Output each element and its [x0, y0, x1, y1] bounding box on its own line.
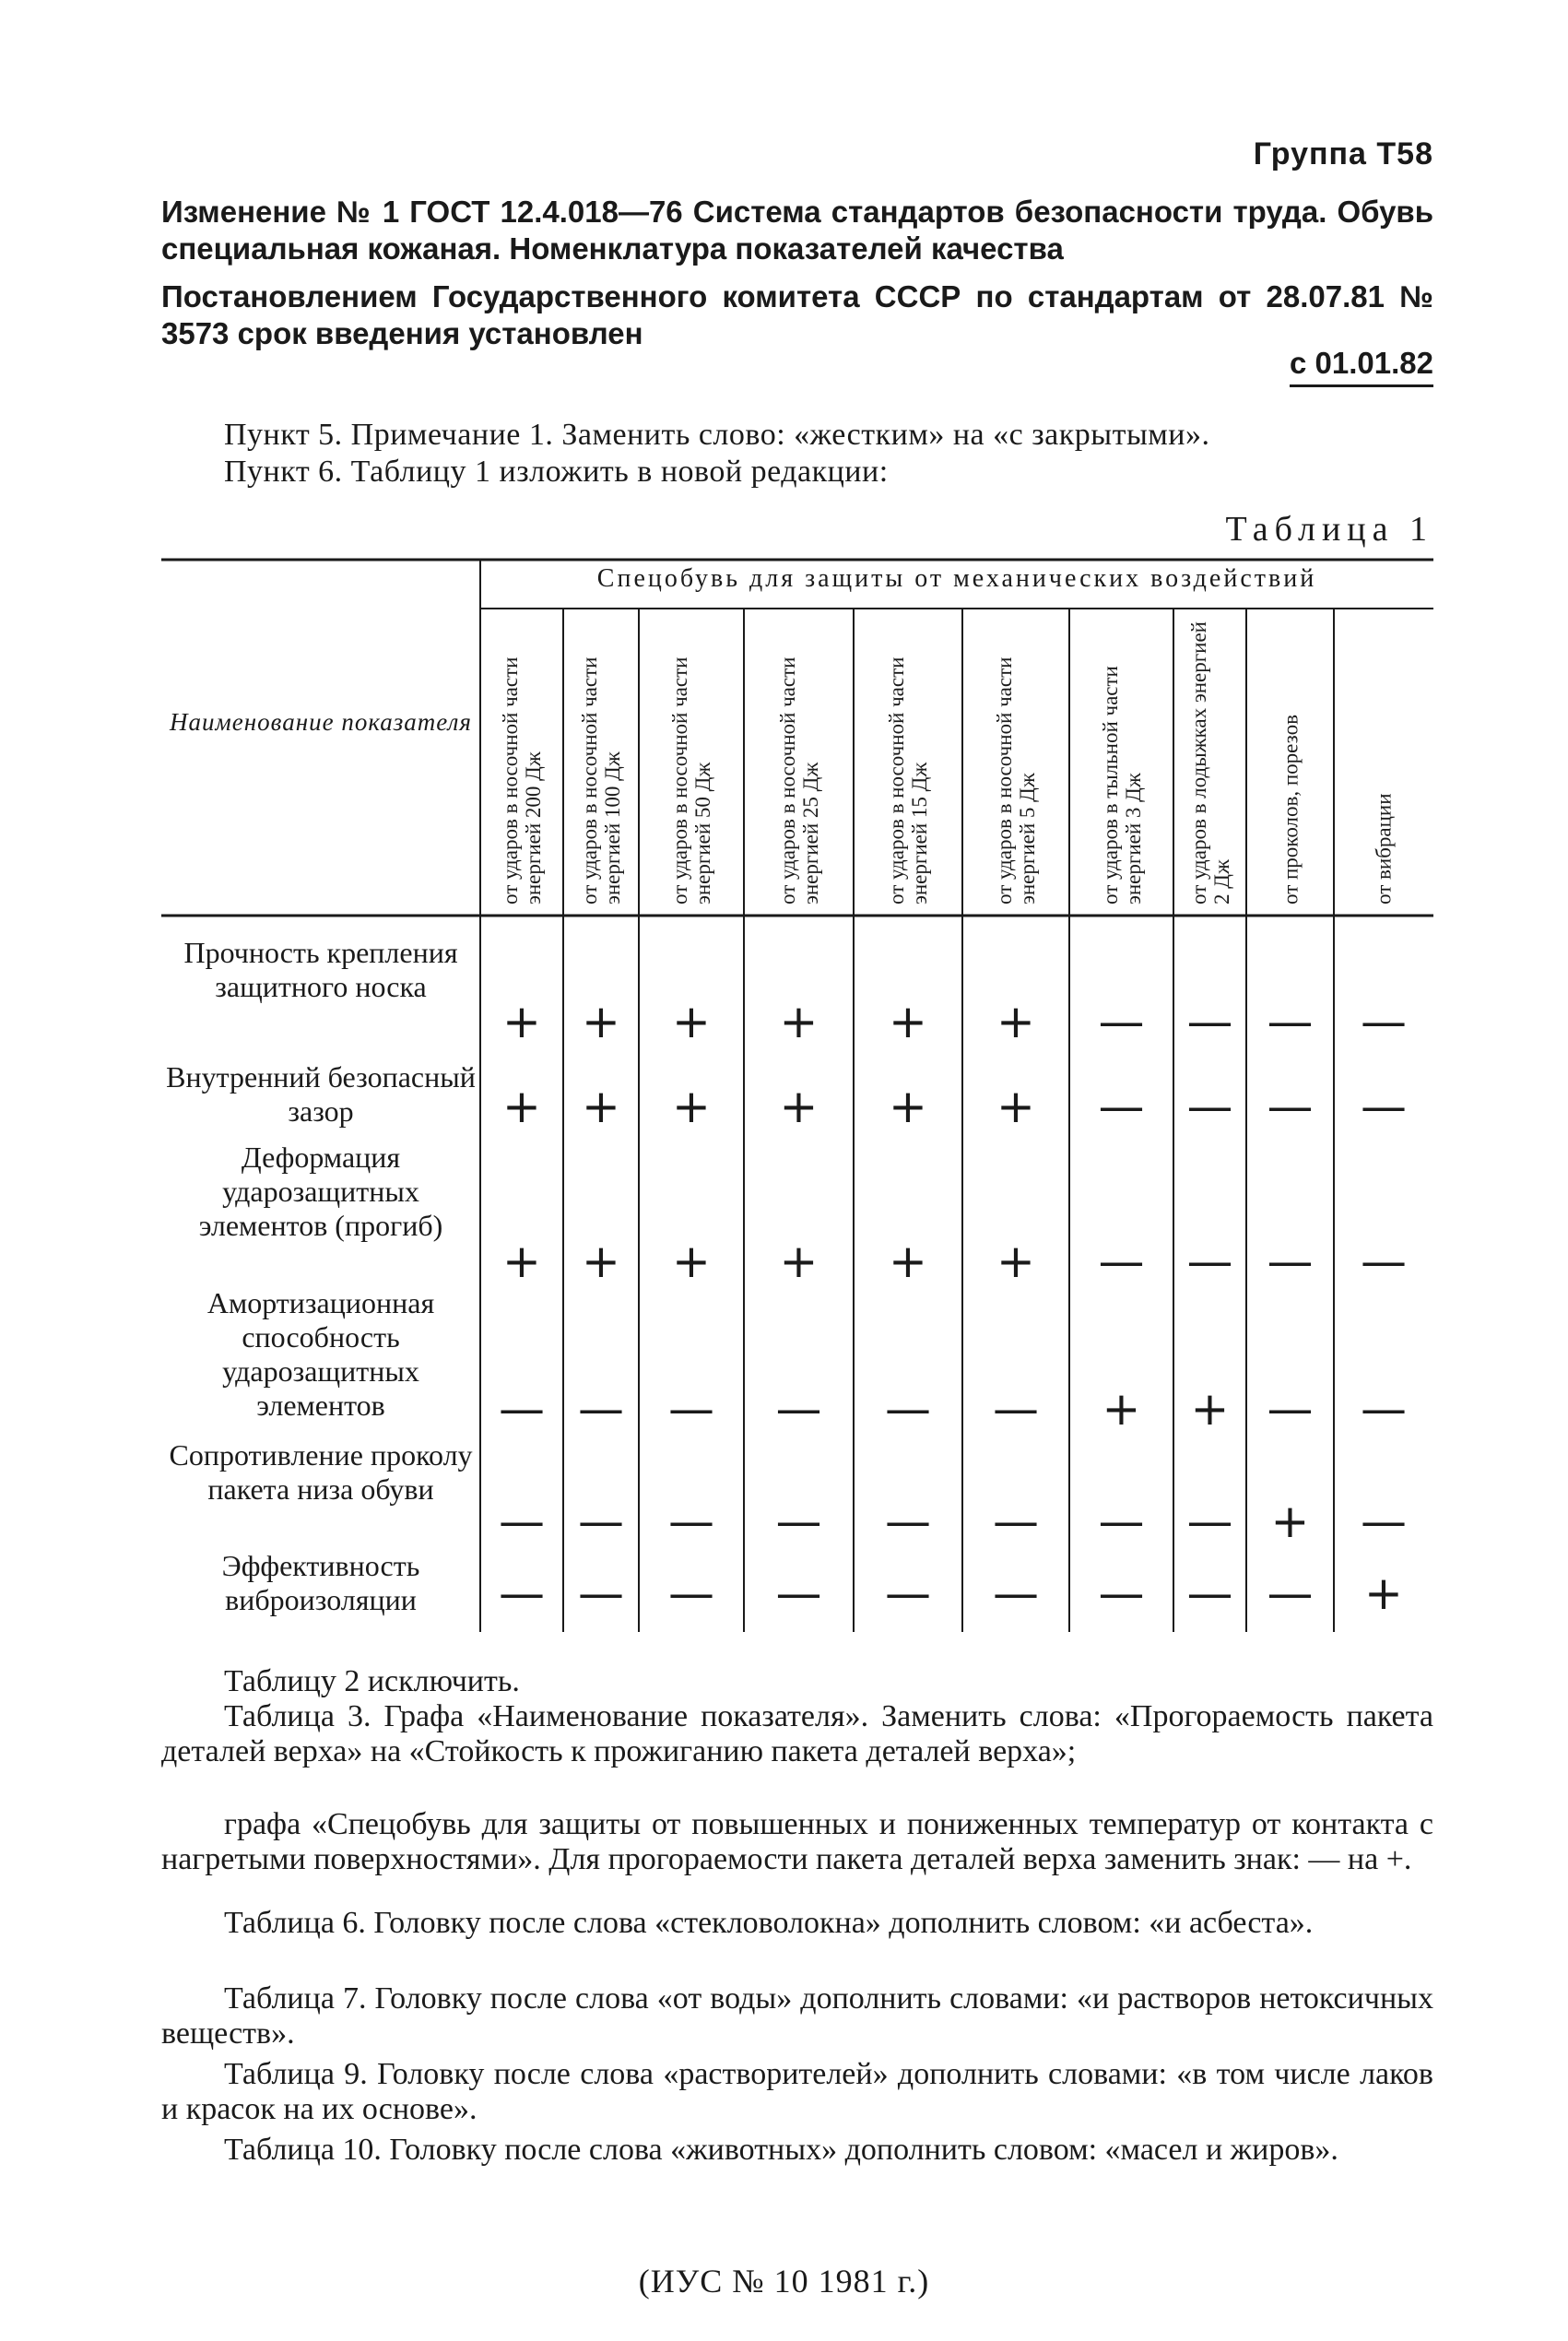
table-cell: —: [668, 1495, 714, 1548]
column-header-label: от ударов в носочной части энергией 5 Дж: [993, 656, 1039, 904]
row-label-vibration-isolation: Эффективность виброизоляции: [221, 1549, 420, 1616]
paragraph-table-10: Таблица 10. Головку после слова «животных» дополнить словом: «масел и жиров».: [224, 2133, 1338, 2167]
table-cell: —: [885, 1495, 931, 1548]
row-label-safety-gap: Внутренний безопасный зазор: [166, 1060, 476, 1128]
table-cell: —: [775, 1382, 822, 1436]
table-cell: —: [1267, 995, 1314, 1048]
table-cell: —: [578, 1495, 624, 1548]
paragraph-table-2: Таблицу 2 исключить.: [224, 1664, 520, 1698]
table-super-header: Спецобувь для защиты от механических воздействий: [596, 564, 1317, 593]
table-cell: +: [672, 995, 711, 1048]
column-header-15j: [854, 611, 962, 912]
table-cell: —: [499, 1495, 545, 1548]
table-cell: +: [502, 1080, 541, 1133]
table-cell: +: [779, 1235, 819, 1288]
table-cell: —: [1361, 1235, 1407, 1288]
row-label-deformation: Деформация ударозащитных элементов (прогиб): [198, 1141, 443, 1242]
table-cell: —: [775, 1495, 822, 1548]
column-header-label: от ударов в лодыжках энергией 2 Дж: [1186, 621, 1233, 904]
table-cell: —: [1361, 1080, 1407, 1133]
column-header-label: от вибрации: [1372, 793, 1396, 904]
column-header-vibration: [1334, 611, 1433, 912]
table-cell: —: [1186, 1235, 1233, 1288]
table-cell: +: [502, 1235, 541, 1288]
table-cell: —: [993, 1495, 1039, 1548]
column-header-label: от ударов в носочной части энергией 25 Дж: [775, 656, 822, 904]
intro-paragraph-1: Пункт 5. Примечание 1. Заменить слово: «жестким» на «с закрытыми».: [224, 418, 1210, 452]
column-header-100j: [563, 611, 639, 912]
table-cell: —: [1186, 995, 1233, 1048]
column-header-label: от ударов в носочной части энергией 50 Дж: [668, 656, 714, 904]
table-cell: —: [1361, 995, 1407, 1048]
table-cell: —: [1267, 1382, 1314, 1436]
footer-reference: (ИУС № 10 1981 г.): [638, 2263, 930, 2300]
row-label-toe-attachment: Прочность крепления защитного носка: [183, 936, 458, 1003]
table-cell: —: [885, 1382, 931, 1436]
table-cell: +: [1102, 1382, 1141, 1436]
table-cell: —: [1267, 1235, 1314, 1288]
column-header-label: от ударов в носочной части энергией 100 Дж: [578, 656, 624, 904]
table-cell: +: [996, 995, 1035, 1048]
table-1: [161, 558, 1433, 1632]
table-cell: —: [993, 1382, 1039, 1436]
column-header-50j: [639, 611, 744, 912]
paragraph-table-6: Таблица 6. Головку после слова «стекловолокна» дополнить словом: «и асбеста».: [224, 1906, 1314, 1940]
column-header-3j: [1069, 611, 1173, 912]
table-cell: +: [582, 1080, 620, 1133]
paragraph-table-3b: графа «Спецобувь для защиты от повышенных и пониженных температур от контакта с нагретыми поверхностями». Для прогораемости пакета деталей верха заменить знак: — на +.: [161, 1807, 1433, 1876]
table-cell: —: [1098, 1495, 1145, 1548]
paragraph-table-3a: Таблица 3. Графа «Наименование показателя». Заменить слова: «Прогораемость пакета деталей верха» на «Стойкость к прожиганию пакета деталей верха»;: [161, 1699, 1433, 1768]
table-cell: +: [996, 1080, 1035, 1133]
table-cell: —: [1361, 1382, 1407, 1436]
row-label-cushioning: Амортизационная способность ударозащитных элементов: [206, 1286, 435, 1422]
table-cell: +: [582, 995, 620, 1048]
table-cell: —: [885, 1567, 931, 1620]
table-cell: —: [1267, 1567, 1314, 1620]
table-cell: —: [993, 1567, 1039, 1620]
table-cell: +: [889, 1080, 927, 1133]
table-cell: —: [1186, 1495, 1233, 1548]
table-cell: +: [996, 1235, 1035, 1288]
decree-text: Постановлением Государственного комитета СССР по стандартам от 28.07.81 № 3573 срок введения установлен: [161, 279, 1433, 350]
decree-date: с 01.01.82: [1290, 346, 1433, 387]
table-cell: —: [668, 1382, 714, 1436]
column-header-punctures: [1246, 611, 1334, 912]
table-cell: —: [1186, 1080, 1233, 1133]
table-cell: +: [889, 995, 927, 1048]
table-cell: —: [775, 1567, 822, 1620]
table-cell: +: [1190, 1382, 1230, 1436]
column-header-label: от ударов в носочной части энергией 200 Дж: [499, 656, 545, 904]
table-cell: +: [889, 1235, 927, 1288]
table-cell: —: [1361, 1495, 1407, 1548]
table-cell: —: [578, 1567, 624, 1620]
row-label-puncture-resistance: Сопротивление проколу пакета низа обуви: [169, 1438, 473, 1506]
table-cell: —: [1098, 1235, 1145, 1288]
table-caption: Таблица 1: [1225, 510, 1433, 549]
table-cell: +: [672, 1235, 711, 1288]
table-cell: +: [779, 995, 819, 1048]
column-header-label: от проколов, порезов: [1279, 715, 1302, 904]
change-title: Изменение № 1 ГОСТ 12.4.018—76 Система стандартов безопасности труда. Обувь специальная кожаная. Номенклатура показателей качества: [161, 195, 1433, 266]
table-name-header: Наименование показателя: [170, 708, 472, 736]
table-cell: —: [668, 1567, 714, 1620]
table-cell: —: [1098, 1567, 1145, 1620]
table-cell: —: [1267, 1080, 1314, 1133]
table-cell: —: [1098, 995, 1145, 1048]
group-label: Группа Т58: [1253, 136, 1433, 171]
table-cell: +: [1364, 1567, 1403, 1620]
paragraph-table-9: Таблица 9. Головку после слова «растворителей» дополнить словами: «в том числе лаков и красок на их основе».: [161, 2057, 1433, 2126]
column-header-label: от ударов в носочной части энергией 15 Дж: [885, 656, 931, 904]
intro-paragraph-2: Пункт 6. Таблицу 1 изложить в новой редакции:: [224, 455, 889, 489]
table-cell: —: [1186, 1567, 1233, 1620]
table-cell: —: [499, 1567, 545, 1620]
table-cell: +: [779, 1080, 819, 1133]
column-header-5j: [962, 611, 1069, 912]
column-header-2j: [1173, 611, 1246, 912]
table-cell: —: [1098, 1080, 1145, 1133]
column-header-25j: [744, 611, 854, 912]
paragraph-table-7: Таблица 7. Головку после слова «от воды» дополнить словами: «и растворов нетоксичных веществ».: [161, 1981, 1433, 2051]
table-cell: —: [499, 1382, 545, 1436]
column-header-200j: [480, 611, 563, 912]
column-header-label: от ударов в тыльной части энергией 3 Дж: [1098, 666, 1145, 904]
table-cell: +: [1270, 1495, 1310, 1548]
table-cell: +: [582, 1235, 620, 1288]
table-cell: +: [672, 1080, 711, 1133]
table-cell: +: [502, 995, 541, 1048]
table-cell: —: [578, 1382, 624, 1436]
